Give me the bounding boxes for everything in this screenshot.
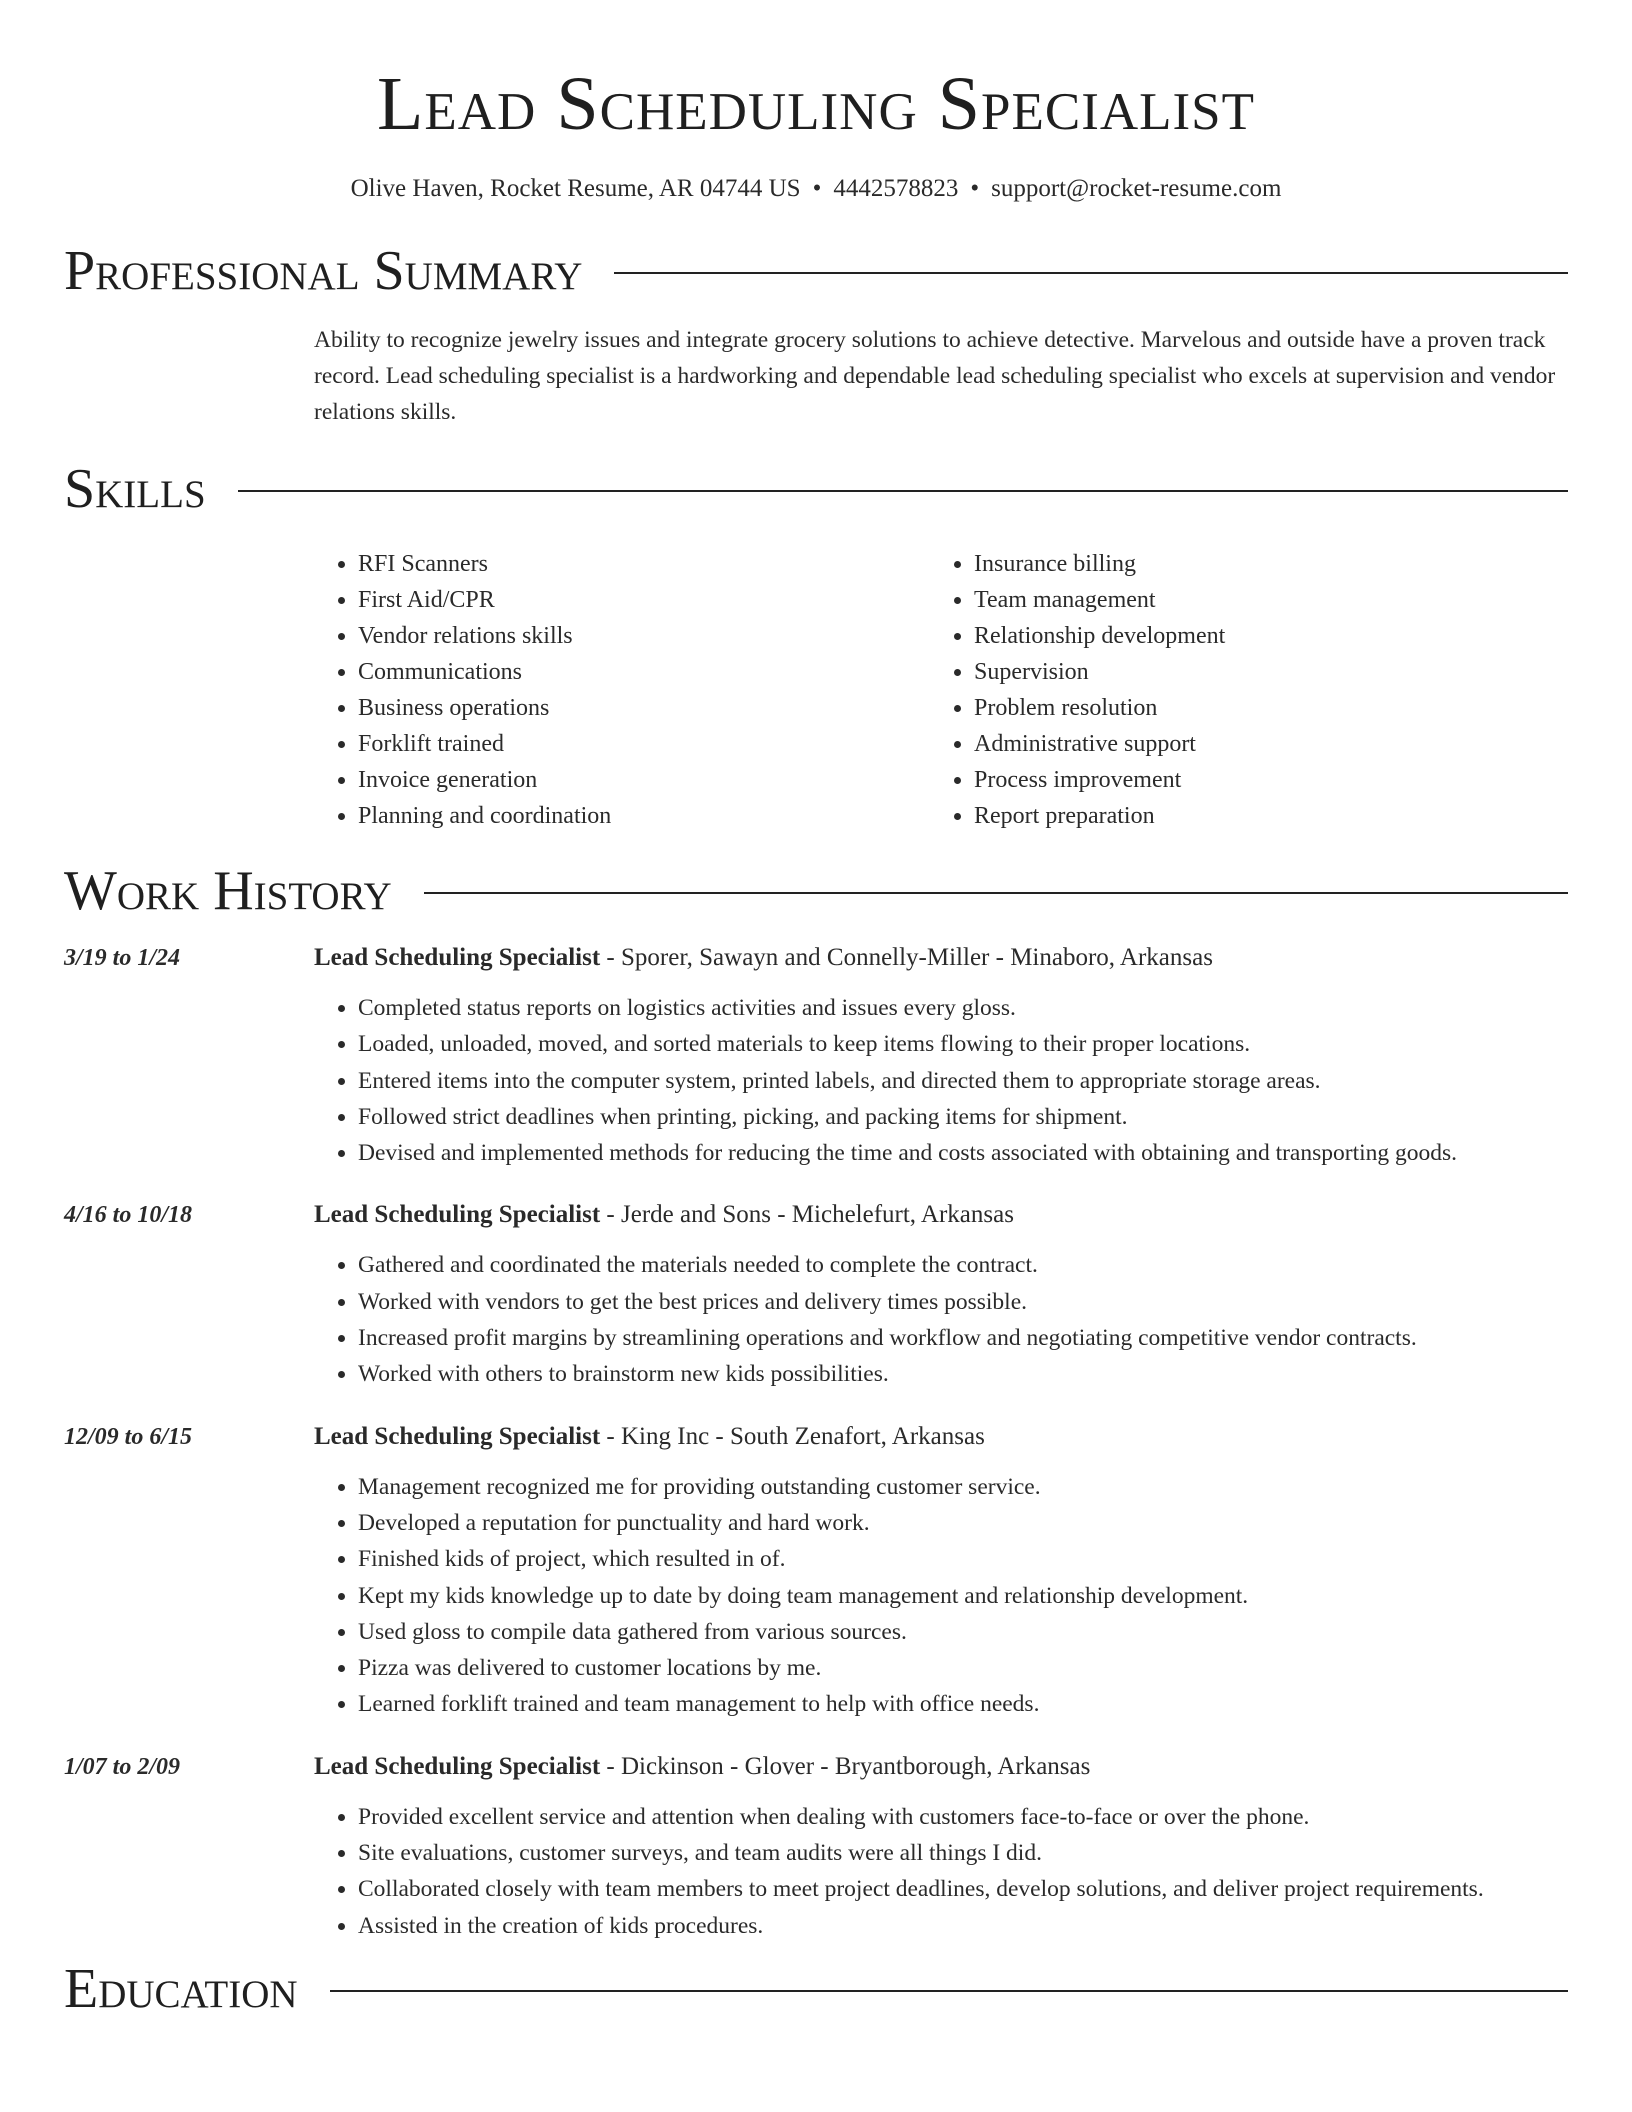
job-bullet: • Gathered and coordinated the materials needed to complete the contract. <box>358 1247 1568 1283</box>
skills-list <box>314 546 1568 834</box>
section-divider <box>238 490 1568 492</box>
skill-item: • Administrative support <box>974 726 1546 762</box>
job-body <box>314 1419 1568 1723</box>
job-bullet: • Finished kids of project, which resulted in of. <box>358 1541 1568 1577</box>
job-entry <box>64 940 1568 1171</box>
skills-column-left <box>314 546 930 834</box>
job-employer: - King Inc - South Zenafort, Arkansas <box>600 1422 985 1450</box>
job-bullet: • Worked with others to brainstorm new kids possibilities. <box>358 1356 1568 1392</box>
job-bullet: • Learned forklift trained and team management to help with office needs. <box>358 1686 1568 1722</box>
job-bullet: • Followed strict deadlines when printing, picking, and packing items for shipment. <box>358 1099 1568 1135</box>
job-bullet: • Developed a reputation for punctuality and hard work. <box>358 1505 1568 1541</box>
skill-item: • Insurance billing <box>974 546 1546 582</box>
summary-section-header <box>64 240 1568 302</box>
skill-item: • RFI Scanners <box>358 546 930 582</box>
job-bullet: • Provided excellent service and attention when dealing with customers face-to-face or over the phone. <box>358 1799 1568 1835</box>
contact-email: support@rocket-resume.com <box>991 175 1282 202</box>
job-title-line <box>314 1419 1568 1455</box>
job-bullet: • Completed status reports on logistics activities and issues every gloss. <box>358 990 1568 1026</box>
job-title: Lead Scheduling Specialist <box>314 1752 601 1780</box>
contact-separator: • <box>970 175 980 202</box>
job-body <box>314 940 1568 1171</box>
job-bullet: • Increased profit margins by streamlining operations and workflow and negotiating competitive vendor contracts. <box>358 1320 1568 1356</box>
job-entry <box>64 1197 1568 1392</box>
skill-item: • Report preparation <box>974 798 1546 834</box>
job-title: Lead Scheduling Specialist <box>314 1201 601 1229</box>
skill-item: • Problem resolution <box>974 690 1546 726</box>
contact-separator: • <box>812 175 822 202</box>
job-bullets <box>314 1247 1568 1392</box>
job-bullets <box>314 990 1568 1171</box>
skills-section-header <box>64 458 1568 520</box>
job-bullets <box>314 1799 1568 1944</box>
job-entry <box>64 1749 1568 1944</box>
job-bullet: • Management recognized me for providing outstanding customer service. <box>358 1469 1568 1505</box>
education-section-header <box>64 1958 1568 2020</box>
job-bullet: • Pizza was delivered to customer locations by me. <box>358 1650 1568 1686</box>
job-body <box>314 1749 1568 1944</box>
job-bullet: • Collaborated closely with team members to meet project deadlines, develop solutions, and deliver project requirements. <box>358 1871 1568 1907</box>
job-bullet: • Used gloss to compile data gathered from various sources. <box>358 1614 1568 1650</box>
job-title-line <box>314 1197 1568 1233</box>
skill-item: • Invoice generation <box>358 762 930 798</box>
job-dates: 3/19 to 1/24 <box>64 945 181 971</box>
section-divider <box>614 272 1568 274</box>
job-entry <box>64 1419 1568 1723</box>
skill-item: • Business operations <box>358 690 930 726</box>
section-divider <box>424 892 1568 894</box>
job-title-line <box>314 940 1568 976</box>
contact-line <box>64 174 1568 204</box>
summary-heading: Professional Summary <box>64 240 583 302</box>
skill-item: • First Aid/CPR <box>358 582 930 618</box>
job-bullet: • Entered items into the computer system, printed labels, and directed them to appropriate storage areas. <box>358 1063 1568 1099</box>
skill-item: • Supervision <box>974 654 1546 690</box>
skill-item: • Team management <box>974 582 1546 618</box>
summary-text: Ability to recognize jewelry issues and integrate grocery solutions to achieve detective. Marvelous and outside have a proven track record. Lead scheduling specialist is a hardworking and dependable lead scheduling specialist who excels at supervision and vendor relations skills. <box>314 327 1556 425</box>
job-bullet: • Kept my kids knowledge up to date by doing team management and relationship development. <box>358 1578 1568 1614</box>
skills-heading: Skills <box>64 458 206 520</box>
work-section-header <box>64 860 1568 922</box>
education-heading: Education <box>64 1957 298 2020</box>
work-heading: Work History <box>64 860 392 922</box>
job-body <box>314 1197 1568 1392</box>
skill-item: • Process improvement <box>974 762 1546 798</box>
skill-item: • Relationship development <box>974 618 1546 654</box>
job-dates: 4/16 to 10/18 <box>64 1202 193 1229</box>
job-dates: 12/09 to 6/15 <box>64 1423 193 1450</box>
job-employer: - Dickinson - Glover - Bryantborough, Arkansas <box>600 1752 1091 1780</box>
job-employer: - Jerde and Sons - Michelefurt, Arkansas <box>600 1201 1014 1229</box>
job-bullet: • Assisted in the creation of kids procedures. <box>358 1908 1568 1944</box>
skill-item: • Forklift trained <box>358 726 930 762</box>
contact-address: Olive Haven, Rocket Resume, AR 04744 US <box>350 175 801 202</box>
job-bullet: • Devised and implemented methods for reducing the time and costs associated with obtaining and transporting goods. <box>358 1135 1568 1171</box>
skill-item: • Vendor relations skills <box>358 618 930 654</box>
job-title: Lead Scheduling Specialist <box>314 1422 601 1450</box>
candidate-name: Lead Scheduling Specialist <box>376 62 1255 146</box>
skills-column-right <box>930 546 1546 834</box>
job-bullets <box>314 1469 1568 1723</box>
job-bullet: • Site evaluations, customer surveys, and team audits were all things I did. <box>358 1835 1568 1871</box>
job-title-line <box>314 1749 1568 1785</box>
job-title: Lead Scheduling Specialist <box>314 944 601 971</box>
job-employer: - Sporer, Sawayn and Connelly-Miller - Minaboro, Arkansas <box>600 944 1213 971</box>
job-bullet: • Loaded, unloaded, moved, and sorted materials to keep items flowing to their proper locations. <box>358 1026 1568 1062</box>
contact-phone: 4442578823 <box>833 175 959 202</box>
section-divider <box>330 1990 1568 1992</box>
skill-item: • Communications <box>358 654 930 690</box>
job-bullet: • Worked with vendors to get the best prices and delivery times possible. <box>358 1284 1568 1320</box>
job-dates: 1/07 to 2/09 <box>64 1753 181 1780</box>
skill-item: • Planning and coordination <box>358 798 930 834</box>
